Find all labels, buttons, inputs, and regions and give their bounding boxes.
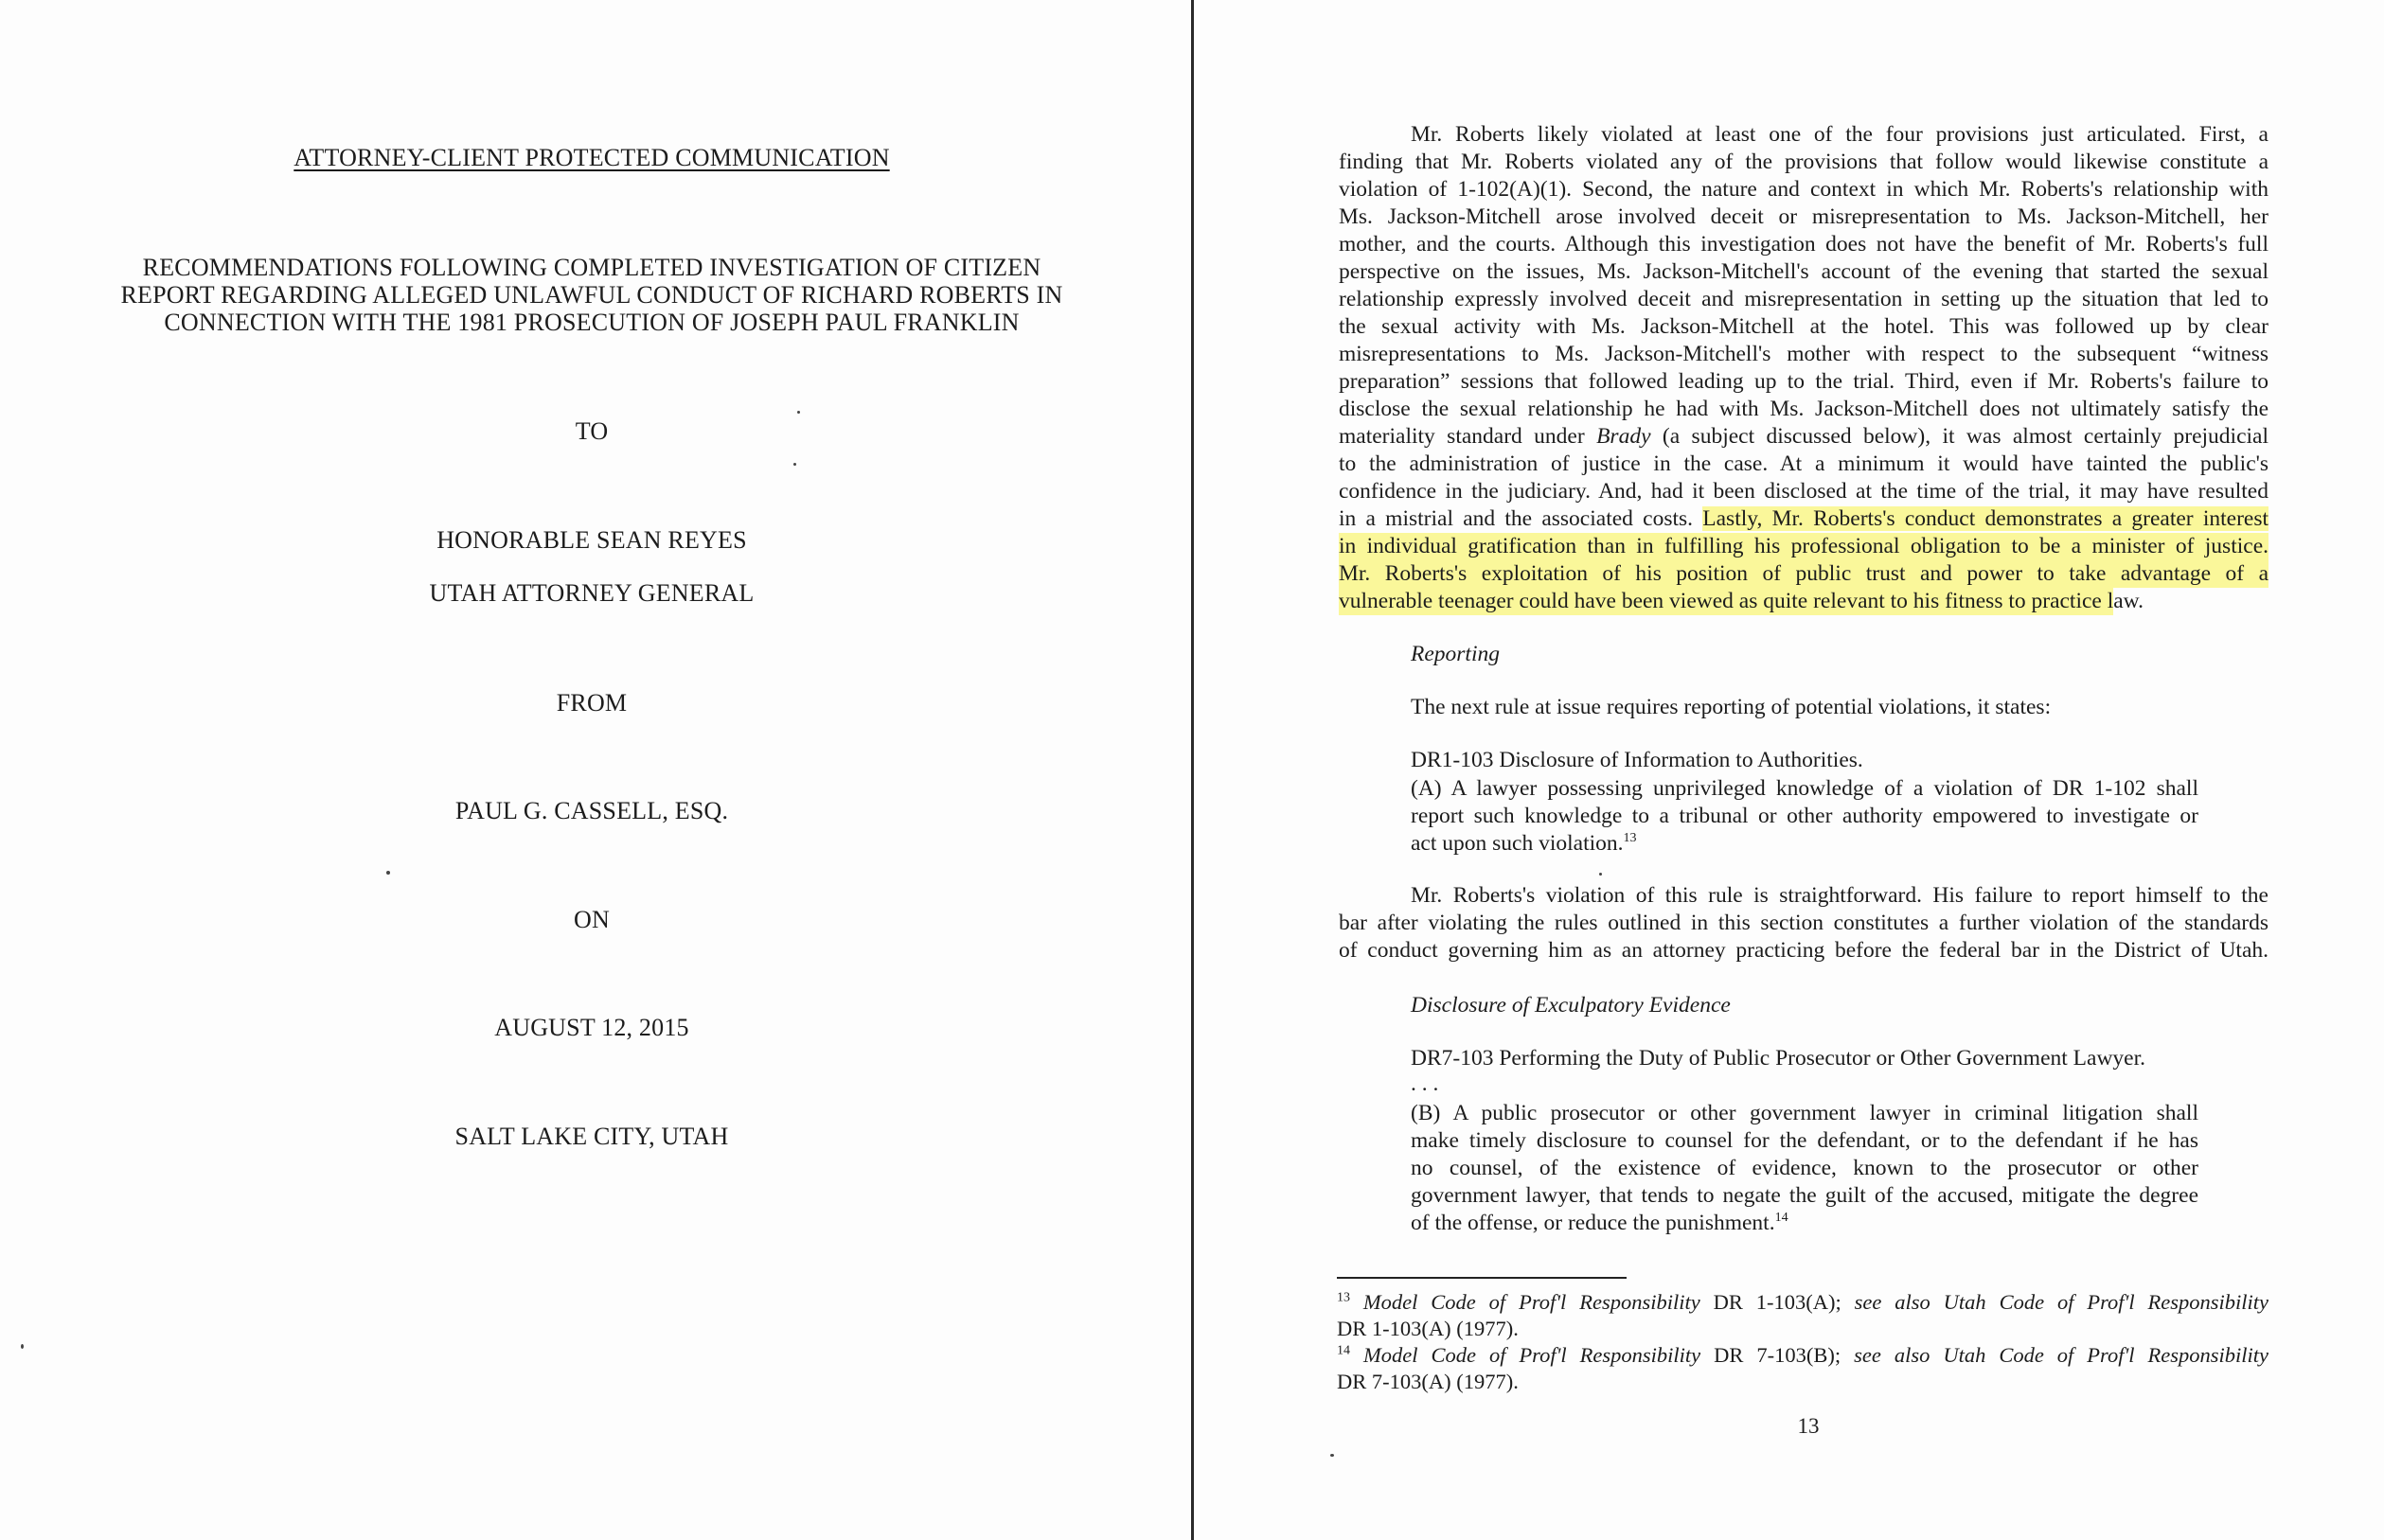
section-heading-reporting: Reporting xyxy=(1411,642,1500,666)
rule-quote-line: (B) A public prosecutor or other government lawyer in criminal litigation shall xyxy=(1411,1101,2198,1125)
body-line: mother, and the courts. Although this investigation does not have the benefit of Mr. Roberts's full xyxy=(1339,232,2268,257)
footnote-14-cont: DR 7-103(A) (1977). xyxy=(1337,1370,1519,1393)
highlighted-line: in individual gratification than in fulfilling his professional obligation to be a minister of justice. xyxy=(1339,534,2268,558)
page-gutter xyxy=(1191,0,1194,1540)
body-line: finding that Mr. Roberts violated any of the provisions that follow would likewise constitute a xyxy=(1339,150,2268,174)
highlighted-line: Mr. Roberts's exploitation of his position of public trust and power to take advantage of a xyxy=(1339,561,2268,586)
page-number: 13 xyxy=(1797,1414,1820,1438)
body-line: of conduct governing him as an attorney practicing before the federal bar in the District of Utah. xyxy=(1339,938,2268,963)
citation-italic: Model Code of Prof'l Responsibility xyxy=(1363,1343,1701,1367)
body-line: the sexual activity with Ms. Jackson-Mitchell at the hotel. This was followed up by clear xyxy=(1339,314,2268,339)
section-heading-disclosure: Disclosure of Exculpatory Evidence xyxy=(1411,993,1731,1018)
scan-speck xyxy=(797,411,800,414)
rule-quote-line xyxy=(1411,1210,2198,1237)
body-line: disclose the sexual relationship he had with Ms. Jackson-Mitchell does not ultimately satisfy the xyxy=(1339,397,2268,421)
body-line: Ms. Jackson-Mitchell arose involved deceit or misrepresentation to Ms. Jackson-Mitchell, her xyxy=(1339,204,2268,229)
footnote-14 xyxy=(1337,1342,2268,1369)
footnote-13 xyxy=(1337,1289,2268,1316)
body-text: of the offense, or reduce the punishment. xyxy=(1411,1211,1775,1235)
rule-quote-line: make timely disclosure to counsel for the defendant, or to the defendant if he has xyxy=(1411,1128,2198,1153)
cover-page xyxy=(0,0,1191,1540)
rule-quote-line xyxy=(1411,830,2198,858)
from-label: FROM xyxy=(556,689,628,717)
recipient-name: HONORABLE SEAN REYES xyxy=(436,526,747,554)
scan-speck xyxy=(386,871,390,875)
body-line: The next rule at issue requires reporting of potential violations, it states: xyxy=(1411,695,2052,719)
scan-speck xyxy=(1330,1454,1334,1457)
report-place: SALT LAKE CITY, UTAH xyxy=(454,1123,729,1150)
citation-italic: Model Code of Prof'l Responsibility xyxy=(1362,1290,1700,1314)
body-line: Mr. Roberts's violation of this rule is straightforward. His failure to report himself to the xyxy=(1411,883,2268,908)
body-line: preparation” sessions that followed leading up to the trial. Third, even if Mr. Roberts's failure to xyxy=(1339,369,2268,394)
rule-quote-line: government lawyer, that tends to negate the guilt of the accused, mitigate the degree xyxy=(1411,1183,2198,1208)
body-text: materiality standard under xyxy=(1339,424,1597,449)
body-line: misrepresentations to Ms. Jackson-Mitchell's mother with respect to the subsequent “witness xyxy=(1339,342,2268,366)
body-text: (a subject discussed below), it was almost certainly prejudicial xyxy=(1650,424,2268,449)
highlighted-text: Lastly, Mr. Roberts's conduct demonstrates a greater interest xyxy=(1702,506,2269,531)
footnote-number: 13 xyxy=(1337,1290,1350,1305)
scan-speck xyxy=(21,1344,24,1349)
body-line: Mr. Roberts likely violated at least one of the four provisions just articulated. First, a xyxy=(1411,122,2268,147)
citation-italic: see also Utah Code of Prof'l Responsibility xyxy=(1854,1290,2268,1314)
footnote-ref-14[interactable]: 14 xyxy=(1774,1211,1788,1226)
rule-title: DR7-103 Performing the Duty of Public Prosecutor or Other Government Lawyer. xyxy=(1411,1046,2145,1071)
body-line xyxy=(1339,423,2268,451)
recipient-title: UTAH ATTORNEY GENERAL xyxy=(429,579,755,607)
body-text: act upon such violation. xyxy=(1411,831,1624,856)
footnote-13-cont: DR 1-103(A) (1977). xyxy=(1337,1317,1519,1340)
report-title-line: RECOMMENDATIONS FOLLOWING COMPLETED INVESTIGATION OF CITIZEN xyxy=(142,254,1041,281)
rule-quote-line: no counsel, of the existence of evidence, known to the prosecutor or other xyxy=(1411,1156,2198,1180)
body-line: bar after violating the rules outlined in this section constitutes a further violation of the standards xyxy=(1339,911,2268,935)
citation-text: DR 1-103(A); xyxy=(1699,1290,1855,1314)
to-label: TO xyxy=(575,417,609,445)
body-line: relationship expressly involved deceit and misrepresentation in setting up the situation that led to xyxy=(1339,287,2268,311)
highlighted-line: vulnerable teenager could have been viewed as quite relevant to his fitness to practice law. xyxy=(1339,589,2144,613)
body-line: violation of 1-102(A)(1). Second, the nature and context in which Mr. Roberts's relationship with xyxy=(1339,177,2268,202)
rule-title: DR1-103 Disclosure of Information to Authorities. xyxy=(1411,748,1863,772)
scan-speck xyxy=(1599,873,1602,876)
footnote-ref-13[interactable]: 13 xyxy=(1623,831,1637,846)
ellipsis: . . . xyxy=(1411,1071,1439,1096)
body-line: perspective on the issues, Ms. Jackson-Mitchell's account of the evening that started the sexual xyxy=(1339,259,2268,284)
scan-speck xyxy=(793,463,796,466)
body-line: to the administration of justice in the case. At a minimum it would have tainted the public's xyxy=(1339,451,2268,476)
brady-case-name: Brady xyxy=(1596,424,1651,449)
body-line: confidence in the judiciary. And, had it been disclosed at the time of the trial, it may have resulted xyxy=(1339,479,2268,504)
citation-text: DR 7-103(B); xyxy=(1700,1343,1855,1367)
author-name: PAUL G. CASSELL, ESQ. xyxy=(454,797,729,824)
rule-quote-line: (A) A lawyer possessing unprivileged knowledge of a violation of DR 1-102 shall xyxy=(1411,776,2198,801)
citation-italic: see also Utah Code of Prof'l Responsibility xyxy=(1854,1343,2269,1367)
footnote-separator xyxy=(1337,1277,1627,1279)
footnote-number: 14 xyxy=(1337,1343,1350,1358)
body-text: in a mistrial and the associated costs. xyxy=(1339,506,1703,531)
on-label: ON xyxy=(574,906,610,933)
rule-quote-line: report such knowledge to a tribunal or other authority empowered to investigate or xyxy=(1411,804,2198,828)
body-line xyxy=(1339,505,2268,533)
confidentiality-label: ATTORNEY-CLIENT PROTECTED COMMUNICATION xyxy=(294,144,890,171)
report-title-line: REPORT REGARDING ALLEGED UNLAWFUL CONDUCT OF RICHARD ROBERTS IN xyxy=(120,281,1063,309)
report-title-line: CONNECTION WITH THE 1981 PROSECUTION OF JOSEPH PAUL FRANKLIN xyxy=(164,309,1020,336)
report-date: AUGUST 12, 2015 xyxy=(494,1014,689,1041)
